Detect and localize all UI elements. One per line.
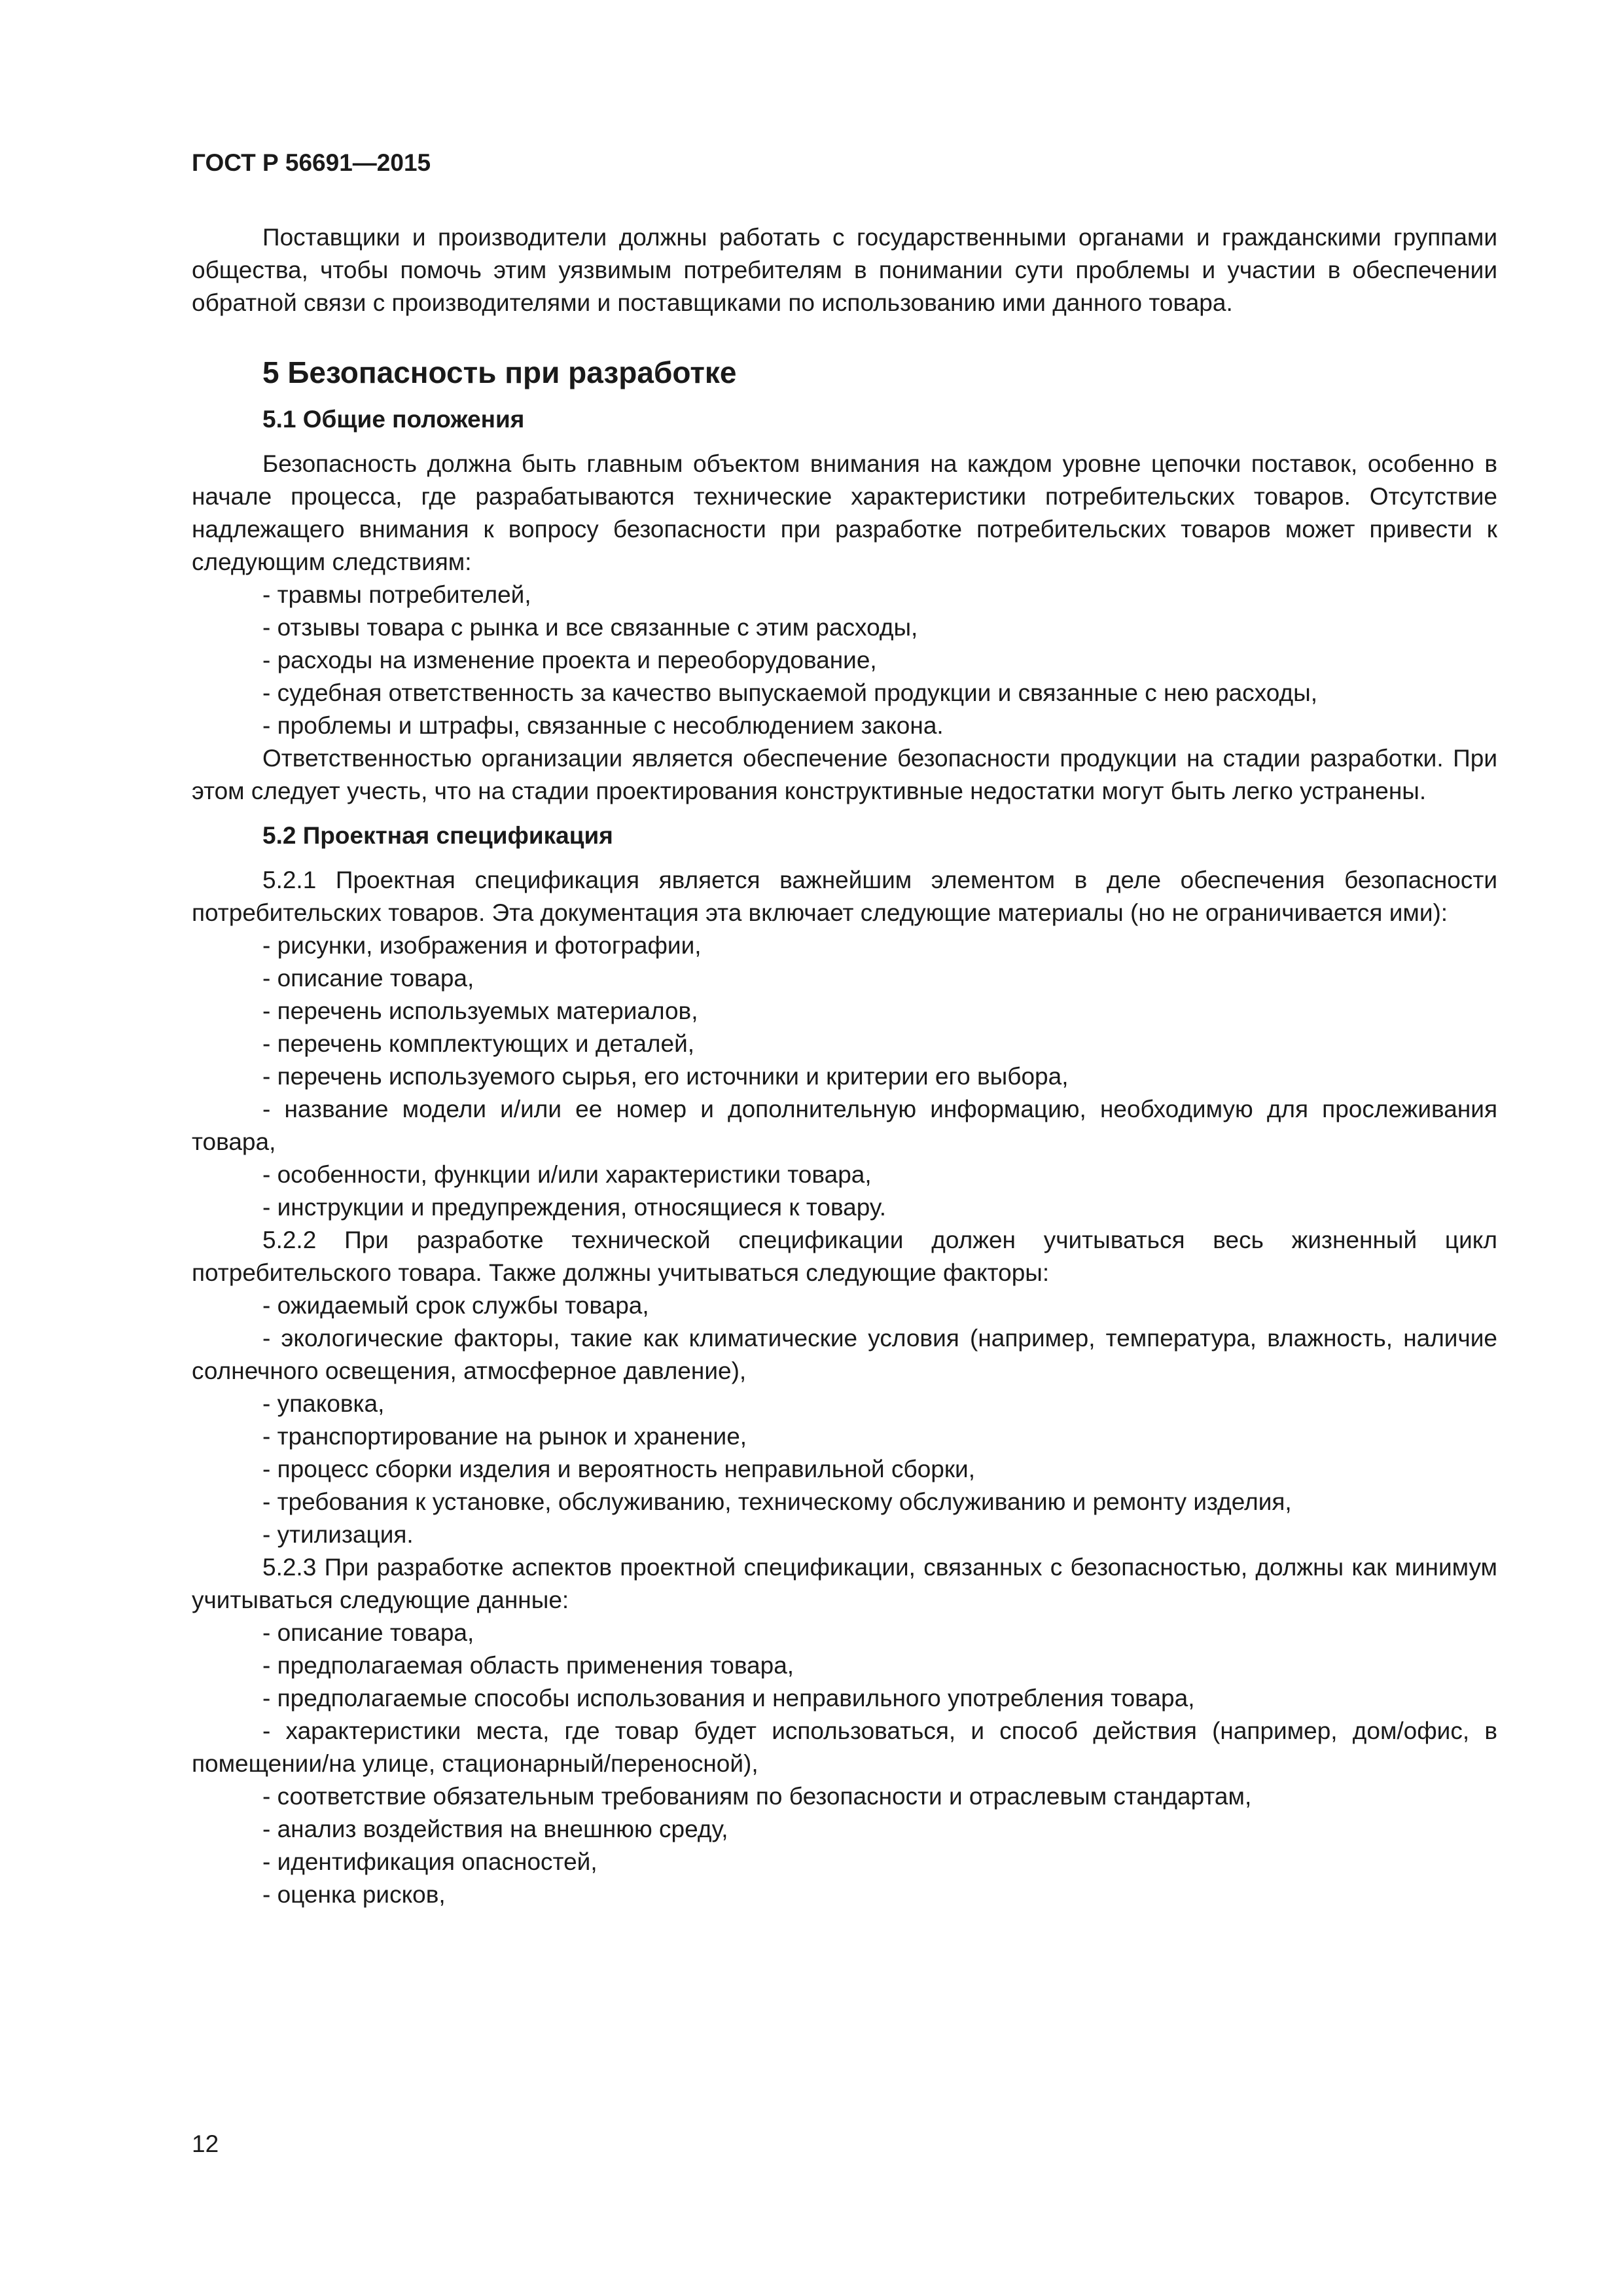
list-item: - перечень используемого сырья, его источники и критерии его выбора, — [262, 1063, 1069, 1090]
list-item: - инструкции и предупреждения, относящиеся к товару. — [262, 1194, 887, 1221]
clause-5-2-1: 5.2.1 Проектная спецификация является важнейшим элементом в деле обеспечения безопасности потребительских товаров. Эта документация эта включает следующие материалы (но не ограничивается ими): — [192, 867, 1497, 926]
list-item: - описание товара, — [262, 965, 474, 992]
list-item: - идентификация опасностей, — [262, 1848, 597, 1875]
list-item: - проблемы и штрафы, связанные с несоблюдением закона. — [262, 712, 944, 739]
list-item: - особенности, функции и/или характеристики товара, — [262, 1161, 872, 1188]
section-5-1-paragraph: Безопасность должна быть главным объектом внимания на каждом уровне цепочки поставок, особенно в начале процесса, где разрабатываются технические характеристики потребительских товаров. Отсутствие надлежащего внимания к вопросу безопасности при разработке потребительских товаров может привести к следующим следствиям: — [192, 450, 1497, 575]
list-item: - упаковка, — [262, 1390, 385, 1417]
section-5-1-title: 5.1 Общие положения — [262, 406, 525, 433]
section-5-2-title: 5.2 Проектная спецификация — [262, 822, 613, 849]
list-item: - требования к установке, обслуживанию, техническому обслуживанию и ремонту изделия, — [262, 1488, 1292, 1515]
list-item: - процесс сборки изделия и вероятность неправильной сборки, — [262, 1456, 975, 1482]
document-header: ГОСТ Р 56691—2015 — [192, 149, 431, 176]
list-item: - ожидаемый срок службы товара, — [262, 1292, 649, 1319]
list-item: - экологические факторы, такие как климатические условия (например, температура, влажность, наличие солнечного освещения, атмосферное давление), — [192, 1325, 1497, 1384]
list-item: - анализ воздействия на внешнюю среду, — [262, 1816, 728, 1842]
list-item: - отзывы товара с рынка и все связанные с этим расходы, — [262, 614, 918, 641]
list-item: - перечень комплектующих и деталей, — [262, 1030, 695, 1057]
document-body — [192, 221, 1497, 1911]
list-item: - рисунки, изображения и фотографии, — [262, 932, 702, 959]
list-item: - травмы потребителей, — [262, 581, 531, 608]
intro-paragraph: Поставщики и производители должны работать с государственными органами и гражданскими группами общества, чтобы помочь этим уязвимым потребителям в понимании сути проблемы и участии в обеспечении обратной связи с производителями и поставщиками по использованию ими данного товара. — [192, 224, 1497, 316]
list-item: - перечень используемых материалов, — [262, 997, 698, 1024]
section-5-title: 5 Безопасность при разработке — [262, 355, 737, 389]
list-item: - название модели и/или ее номер и дополнительную информацию, необходимую для прослеживания товара, — [192, 1096, 1497, 1155]
list-item: - характеристики места, где товар будет использоваться, и способ действия (например, дом/офис, в помещении/на улице, стационарный/переносной), — [192, 1717, 1497, 1777]
list-item: - предполагаемые способы использования и неправильного употребления товара, — [262, 1685, 1195, 1712]
list-item: - оценка рисков, — [262, 1881, 446, 1908]
page-number: 12 — [192, 2130, 219, 2157]
list-item: - описание товара, — [262, 1619, 474, 1646]
section-5-1-paragraph-2: Ответственностью организации является обеспечение безопасности продукции на стадии разработки. При этом следует учесть, что на стадии проектирования конструктивные недостатки могут быть легко устранены. — [192, 745, 1497, 804]
list-item: - судебная ответственность за качество выпускаемой продукции и связанные с нею расходы, — [262, 679, 1317, 706]
list-item: - соответствие обязательным требованиям по безопасности и отраслевым стандартам, — [262, 1783, 1252, 1810]
list-item: - расходы на изменение проекта и переоборудование, — [262, 647, 877, 673]
list-item: - предполагаемая область применения товара, — [262, 1652, 794, 1679]
clause-5-2-3: 5.2.3 При разработке аспектов проектной спецификации, связанных с безопасностью, должны как минимум учитываться следующие данные: — [192, 1554, 1497, 1613]
clause-5-2-2: 5.2.2 При разработке технической спецификации должен учитываться весь жизненный цикл потребительского товара. Также должны учитываться следующие факторы: — [192, 1227, 1497, 1286]
list-item: - утилизация. — [262, 1521, 414, 1548]
list-item: - транспортирование на рынок и хранение, — [262, 1423, 747, 1450]
